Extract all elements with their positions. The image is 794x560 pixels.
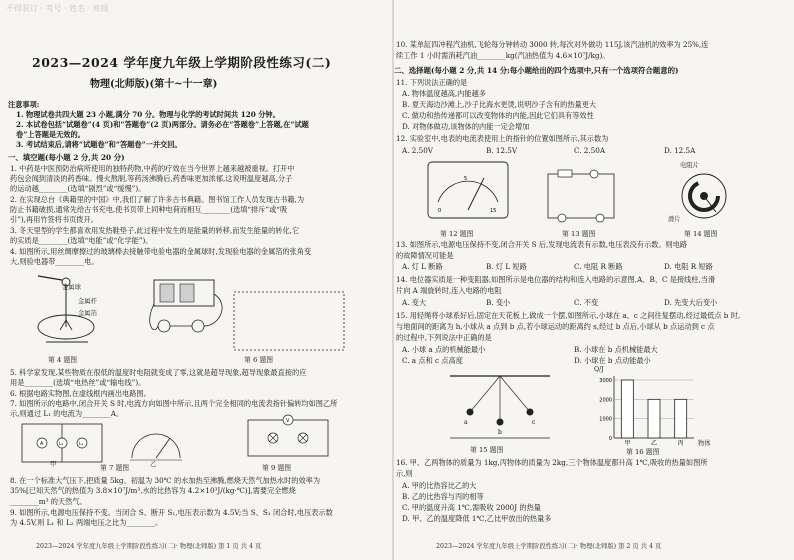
y-tick-label: 2000 — [599, 397, 612, 404]
question-line: 为 4.5V,则 L₁ 和 L₂ 两端电压之比为________。 — [10, 518, 163, 527]
section-heading: 二、选择题(每小题 2 分,共 14 分;每小题给出的四个选项中,只有一个选项符合题意的) — [394, 66, 679, 75]
option: D. 先变大后变小 — [664, 298, 718, 307]
section-heading: 一、填空题(每小题 2 分,共 20 分) — [8, 153, 125, 162]
option: D. 甲、乙的温度降低 1℃,乙比甲放出的热量多 — [402, 514, 552, 523]
question-stem: 15. 用轻绳将小球系好后,固定在天花板上,做成一个摆,如图所示,小球在 a、c 之间往复摆动,经过最低点 b 时, — [396, 311, 741, 320]
question-line: 大,则验电器带________电。 — [10, 257, 99, 266]
svg-text:5: 5 — [464, 176, 468, 182]
chart-x-label: 物体 — [698, 440, 711, 447]
question-line: 的运动越________(选填“剧烈”或“缓慢”)。 — [10, 184, 146, 193]
question-line: 2. 在实现总台《典籍里的中国》中,我们了解了许多古书典籍。图书馆工作人员发现古书籍,为 — [10, 195, 305, 204]
fig4-label: 金属杆 — [78, 298, 97, 305]
question-line: 9. 如图所示,电源电压保持不变。当闭合 S、断开 S₁,电压表示数为 4.5V;当 S、S₁ 闭合时,电压表示数 — [10, 508, 333, 517]
y-tick-label: 0 — [608, 436, 612, 442]
page-footer: 2023—2024 学年度九年级上学期阶段性练习(二)· 物理(北师版) 第 2 页 共 4 页 — [436, 543, 662, 550]
question-line: 示,则通过 L₁ 的电流为________A。 — [10, 409, 124, 418]
fig7-caption: 第 7 题图 — [100, 464, 130, 472]
circuit-diagram-fig7 — [12, 420, 192, 468]
notice-item: 2. 本试卷包括“试题卷”(4 页)和“答题卷”(2 页)两部分。请务必在“答题卷”上答题,在“试题 — [16, 120, 309, 129]
notice-item: 3. 考试结束后,请将“试题卷”和“答题卷”一并交回。 — [16, 140, 182, 149]
question-line: 6. 根据电路实物图,在虚线框内画出电路图。 — [10, 389, 151, 398]
question-line: 10. 某单缸四冲程汽油机,飞轮每分钟转动 3000 转,每次对外做功 115J,该汽油机的效率为 25%,连 — [396, 40, 709, 49]
circuit-diagram-fig13 — [542, 168, 622, 228]
fig14-label: 电阻片 — [680, 162, 699, 169]
fig7-sub-label: 乙 — [150, 461, 157, 468]
question-line: 用是________(选填“电热丝”或“输电线”)。 — [10, 378, 146, 387]
svg-text:b: b — [498, 429, 502, 436]
fig9-caption: 第 9 题图 — [262, 464, 292, 472]
question-line: 8. 在一个标准大气压下,把质量 5kg、初温为 30℃ 的水加热至沸腾,燃烧天然气加热水时的效率为 — [10, 476, 321, 485]
option: D. 12.5A — [664, 146, 696, 155]
notice-item: 1. 物理试卷共四大题 23 小题,满分 70 分。物理与化学的考试时间共 120 分钟。 — [16, 110, 280, 119]
fig14-caption: 第 14 题图 — [684, 230, 718, 238]
fig4-caption: 第 4 题图 — [48, 356, 78, 364]
svg-text:L₂: L₂ — [59, 442, 64, 447]
fig14-label: 滑片 — [668, 216, 681, 223]
fig4-label: 金属球 — [62, 284, 81, 291]
question-stem: 的过程中,下列说法中正确的是 — [396, 333, 492, 342]
fig13-caption: 第 13 题图 — [562, 230, 596, 238]
question-line: 3. 冬天里型的学生都喜欢用发热鞋垫子,此过程中发生的是能量的转移,而发生能量的转化,它 — [10, 226, 300, 235]
svg-text:0: 0 — [438, 208, 442, 214]
option: B. 12.5V — [486, 146, 518, 155]
right-page — [394, 0, 794, 560]
option: B. 变小 — [486, 298, 511, 307]
chart-y-label: Q/J — [594, 366, 604, 373]
question-line: 35%[已知天然气的热值为 3.8×10⁷J/m³,水的比热容为 4.2×10³J/(kg·℃)],需要完全燃烧 — [10, 486, 296, 495]
option: D. 小球在 b 点动能最小 — [574, 356, 651, 365]
question-line: 引”),再用竹签将书页拨开。 — [10, 215, 98, 224]
svg-text:c: c — [532, 419, 536, 426]
bar — [648, 399, 660, 438]
y-tick-label: 3000 — [599, 378, 612, 384]
question-line: 药包会闻到清淡的药香味。慢火熬制,等药汤沸腾后,药香味更加浓郁,这说明温度越高,分子 — [10, 174, 293, 183]
option: A. 小球 a 点的机械能最小 — [402, 345, 486, 354]
question-line: ________m³ 的天然气。 — [10, 497, 87, 506]
fig15-caption: 第 15 题图 — [470, 446, 504, 454]
svg-text:a: a — [464, 419, 468, 426]
question-line: 的实质是________(选填“电能”或“化学能”)。 — [10, 236, 153, 245]
circuit-diagram-fig9 — [238, 414, 338, 464]
question-stem: 示,则 — [396, 469, 413, 478]
question-line: 防止书籍破损,通常先给古书充电,使书页带上同种电荷而相互________(选填“排斥”或“吸 — [10, 205, 288, 214]
option: C. 做功和热传递都可以改变物体的内能,因此它们具有等效性 — [402, 111, 594, 120]
question-line: 4. 如图所示,用丝绸摩擦过的玻璃棒去接触带电验电器的金属球时,发现验电器的金属箔的张角变 — [10, 247, 312, 256]
option: B. 乙的比热容与丙的相等 — [402, 492, 484, 501]
notice-item: 卷”上答题是无效的。 — [16, 130, 85, 139]
question-stem: 片向 A 端旋转时,连入电路的电阻 — [396, 286, 502, 295]
option: B. 小球在 b 点机械能最大 — [574, 345, 658, 354]
bar — [675, 399, 687, 438]
question-stem: 13. 如图所示,电源电压保持不变,闭合开关 S 后,发现电流表有示数,电压表没有示数。则电路 — [396, 240, 688, 249]
notice-heading: 注意事项: — [8, 100, 40, 109]
question-stem: 的故障情况可能是 — [396, 251, 454, 260]
fig12-caption: 第 12 题图 — [440, 230, 474, 238]
option: C. 2.50A — [574, 146, 606, 155]
option: C. 甲的温度升高 1℃,需吸收 2000J 的热量 — [402, 503, 541, 512]
page-subtitle: 物理(北师版)(第十~十一章) — [90, 79, 218, 90]
svg-text:V: V — [286, 418, 290, 424]
left-page — [0, 0, 392, 560]
option: A. 甲的比热容比乙的大 — [402, 481, 477, 490]
option: A. 物体温度越高,内能越多 — [402, 89, 486, 98]
page-title: 2023—2024 学年度九年级上学期阶段性练习(二) — [32, 55, 332, 70]
x-tick-label: 乙 — [650, 440, 658, 447]
page-footer: 2023—2024 学年度九年级上学期阶段性练习(二)· 物理(北师版) 第 1 页 共 4 页 — [36, 543, 262, 550]
y-tick-label: 1000 — [599, 416, 612, 423]
heat-bar-chart — [590, 372, 710, 452]
option: B. 夏天海边沙滩上,沙子比海水更烫,说明沙子含有的热量更大 — [402, 100, 597, 109]
fig16-caption: 第 16 题图 — [626, 448, 660, 456]
question-line: 1. 中药是中医预防治病所使用的独特药物,中药的疗效在当今世界上越来越被重视。打开中 — [10, 164, 295, 173]
svg-text:A: A — [40, 441, 44, 447]
x-tick-label: 甲 — [624, 440, 631, 447]
circuit-object-figure — [150, 274, 392, 354]
pendulum-figure — [440, 372, 560, 442]
potentiometer-figure — [676, 168, 736, 230]
question-line: 7. 如图所示的电路中,闭合开关 S 时,电流方向如图中所示,且两个完全相同的电流表指针偏转均如图乙所 — [10, 399, 338, 408]
fig7-sub-label: 甲 — [50, 461, 57, 468]
svg-text:15: 15 — [490, 208, 497, 214]
option: D. 电阻 R 短路 — [664, 262, 713, 271]
fig4-label: 金属箔 — [78, 310, 97, 317]
option: C. 不变 — [574, 298, 599, 307]
option: D. 对物体做功,该物体的内能一定会增加 — [402, 122, 530, 131]
option: A. 变大 — [402, 298, 427, 307]
option: C. 电阻 R 断路 — [574, 262, 623, 271]
fig6-caption: 第 6 题图 — [244, 356, 274, 364]
option: A. 2.50V — [402, 146, 433, 155]
question-line: 续工作 1 小时需消耗汽油________kg(汽油热值为 4.6×10⁷J/kg)。 — [396, 51, 610, 60]
x-tick-label: 丙 — [677, 440, 684, 447]
watermark-top: 不得装订 · 考号 · 姓名 · 班级 — [6, 4, 109, 13]
question-line: 5. 科学家发现,某些物质在很低的温度时电阻就变成了零,这就是超导现象,超导现象最直接的应 — [10, 368, 307, 377]
option: B. 灯 L 短路 — [486, 262, 527, 271]
question-stem: 与地面间的距离为 h,小球从 a 点到 b 点,若小球运动的距离约 s,经过 b 点后,小球从 b 点运动到 c 点 — [396, 322, 715, 331]
ammeter-figure — [424, 158, 514, 228]
question-stem: 12. 实验室中,电表的电流表使用上的指针的位置如图所示,其示数为 — [396, 134, 609, 143]
question-stem: 11. 下列说法正确的是 — [396, 78, 468, 87]
option: C. a 点和 c 点高度 — [402, 356, 463, 365]
question-stem: 14. 电位器实质是一种变阻器,如图所示是电位器的结构和连入电路的示意图,A、B、C 是接线柱,当滑 — [396, 275, 716, 284]
svg-text:L₁: L₁ — [79, 442, 84, 447]
question-stem: 16. 甲、乙两物体的质量为 1kg,丙物体的质量为 2kg,三个物体温度都升高 1℃,吸收的热量如图所 — [396, 458, 708, 467]
bar — [621, 380, 633, 438]
option: A. 灯 L 断路 — [402, 262, 443, 271]
